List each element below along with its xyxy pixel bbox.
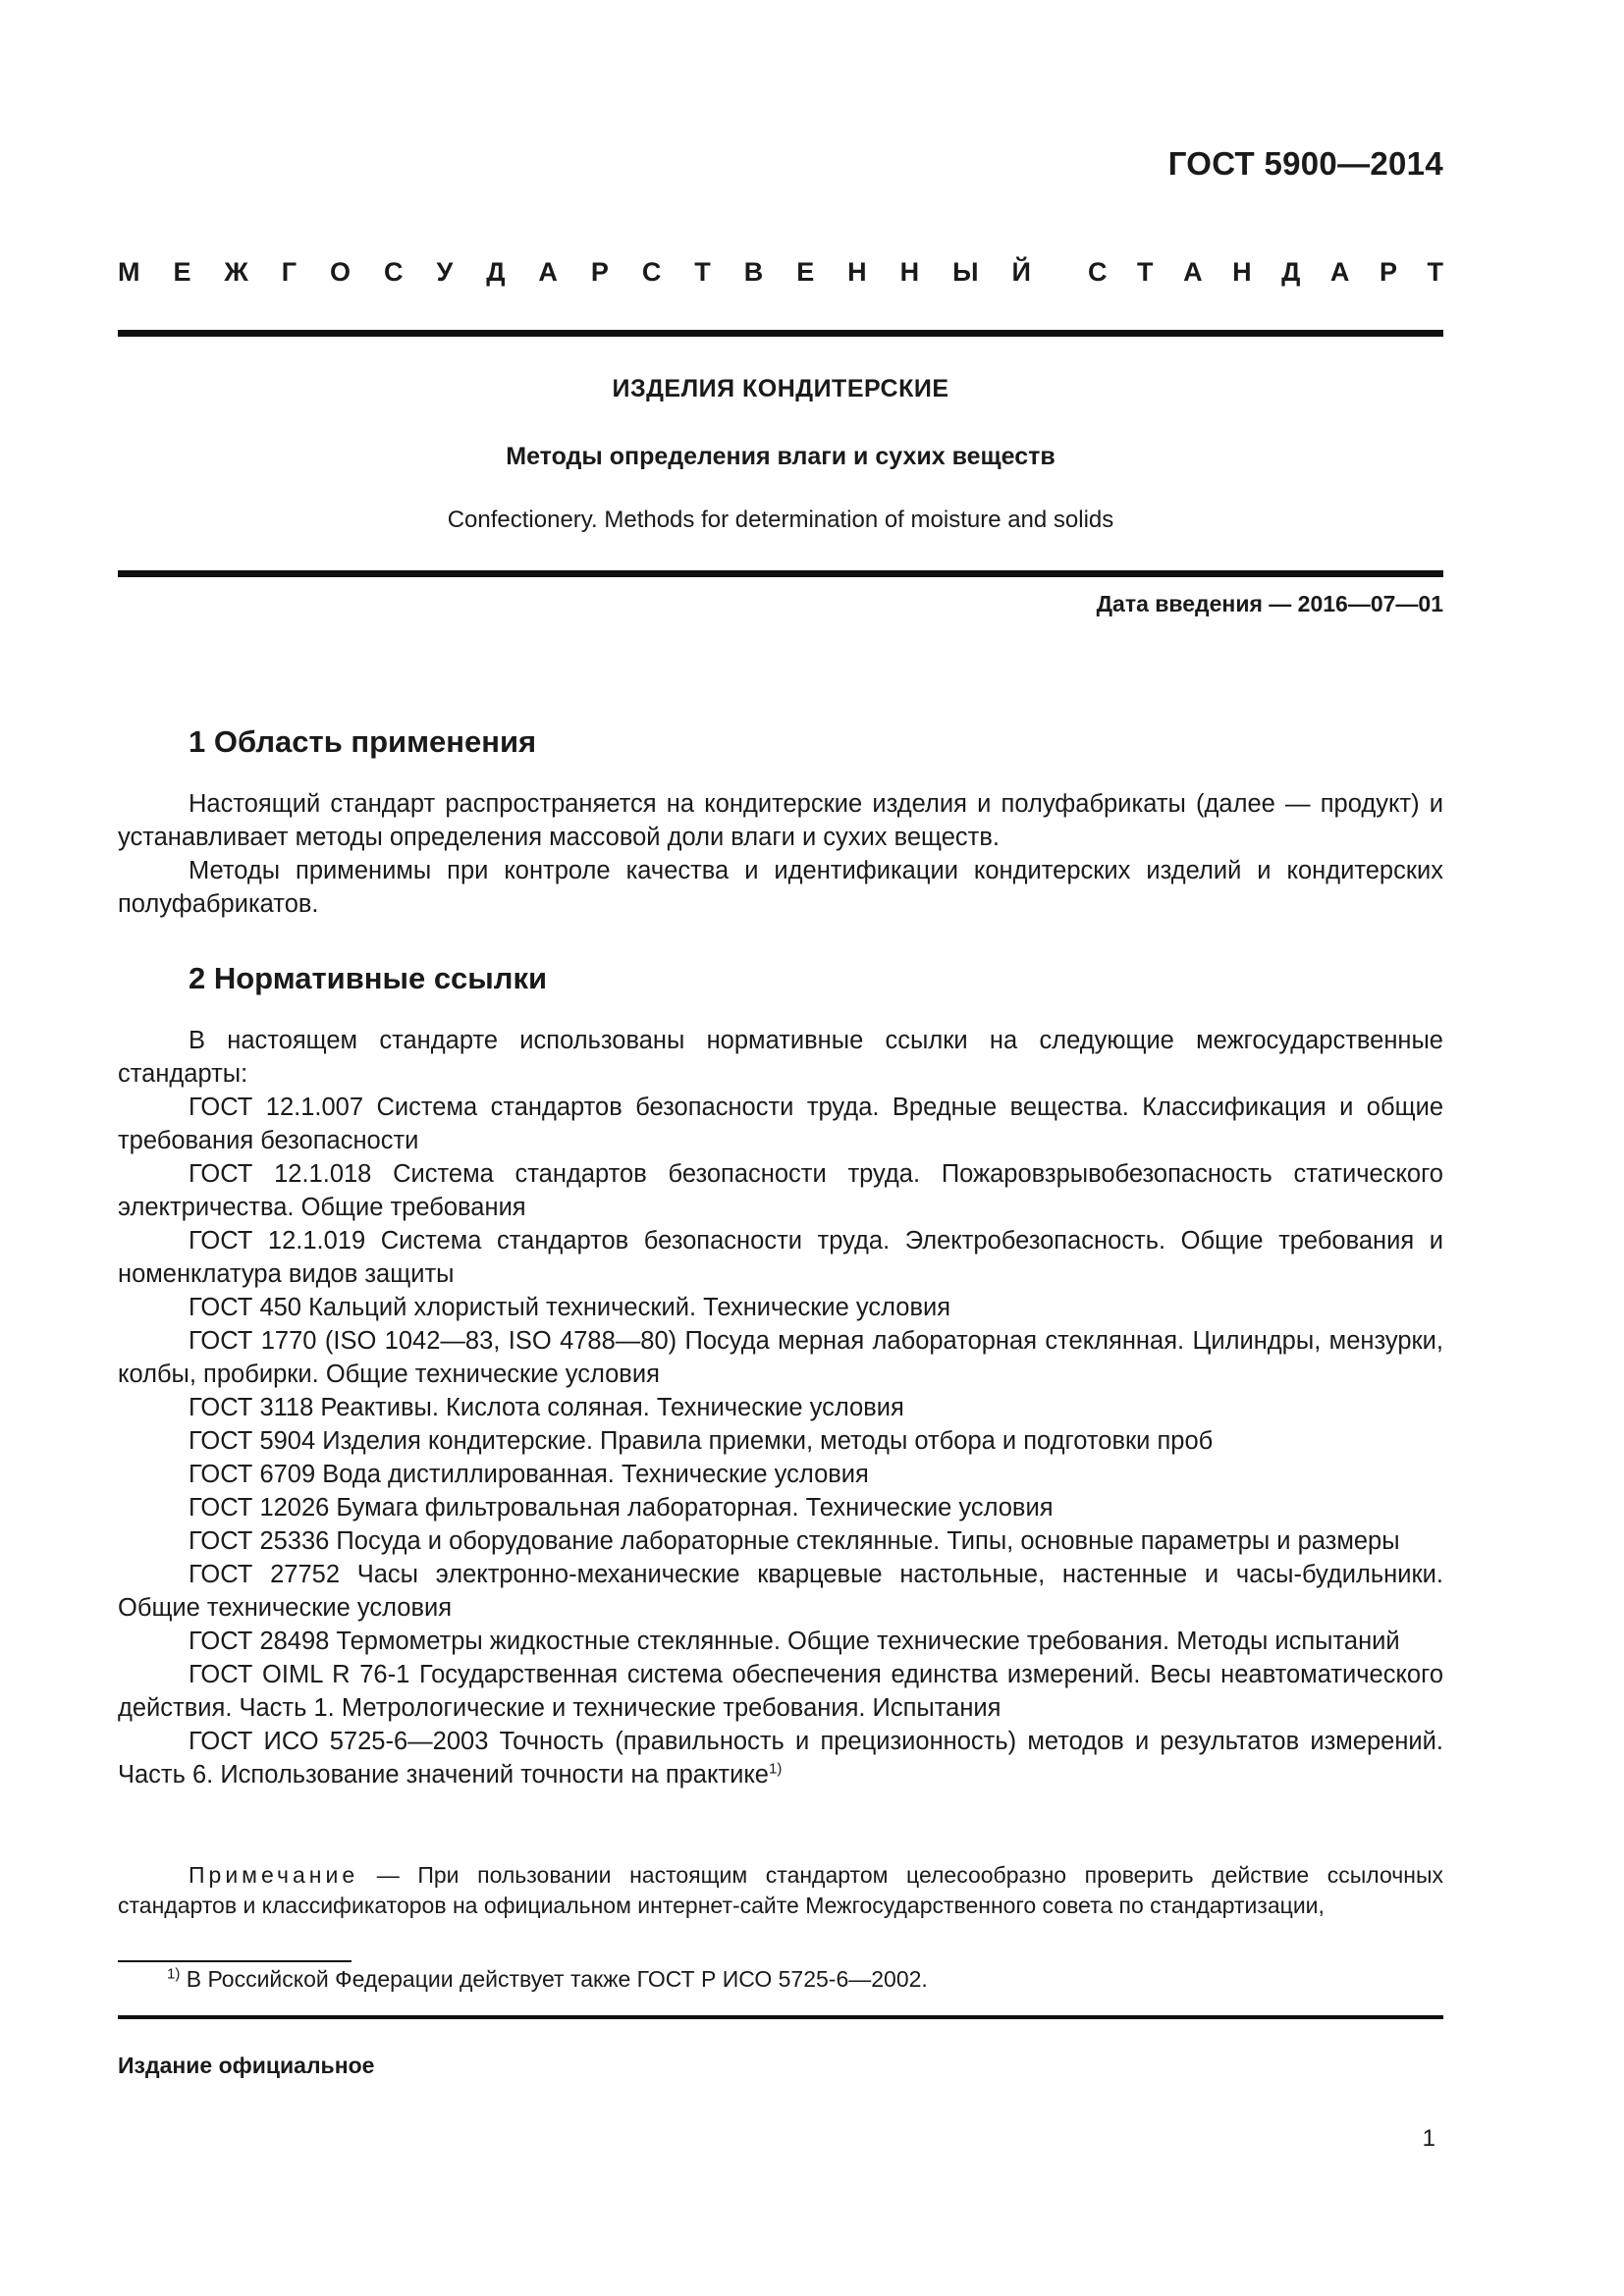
- banner-letter: О: [330, 257, 352, 287]
- reference-item: ГОСТ 12.1.019 Система стандартов безопасности труда. Электробезопасность. Общие требования и номенклатура видов защиты: [118, 1227, 1443, 1288]
- note-label: Примечание: [189, 1862, 359, 1888]
- reference-item: ГОСТ 5904 Изделия кондитерские. Правила приемки, методы отбора и подготовки проб: [189, 1427, 1214, 1455]
- banner-letter: У: [436, 257, 454, 287]
- banner-letter: С: [1088, 257, 1108, 287]
- note: [118, 1860, 1443, 1921]
- title-rule: [118, 570, 1443, 577]
- document-title: ИЗДЕЛИЯ КОНДИТЕРСКИЕ: [612, 375, 949, 402]
- banner-word-interstate: [118, 257, 1031, 288]
- banner-letter: В: [743, 257, 764, 287]
- footer-rule: [118, 2015, 1443, 2019]
- banner-letter: Д: [486, 257, 506, 287]
- banner-letter: С: [641, 257, 662, 287]
- banner-letter: Т: [694, 257, 711, 287]
- banner-letter: Т: [1137, 257, 1154, 287]
- document-subtitle: Методы определения влаги и сухих веществ: [506, 443, 1056, 470]
- footnote-marker[interactable]: 1): [768, 1760, 783, 1778]
- banner-letter: Р: [590, 257, 609, 287]
- banner-letter: А: [1329, 257, 1350, 287]
- banner-letter: Ы: [952, 257, 979, 287]
- banner-letter: Й: [1011, 257, 1031, 287]
- interstate-standard-banner: [118, 257, 1443, 288]
- banner-letter: Н: [899, 257, 920, 287]
- section-2-heading: 2 Нормативные ссылки: [189, 961, 548, 995]
- section-1-paragraph: Методы применимы при контроле качества и идентификации кондитерских изделий и кондитерских полуфабрикатов.: [118, 857, 1443, 918]
- section-2-body: [118, 1024, 1443, 1791]
- reference-item: ГОСТ 12.1.007 Система стандартов безопасности труда. Вредные вещества. Классификация и общие требования безопасности: [118, 1094, 1443, 1154]
- reference-item: ГОСТ 28498 Термометры жидкостные стеклянные. Общие технические требования. Методы испытаний: [189, 1628, 1400, 1655]
- banner-word-standard: [1088, 257, 1443, 288]
- english-title: Confectionery. Methods for determination of moisture and solids: [447, 507, 1114, 533]
- header-rule: [118, 330, 1443, 337]
- footnote-text: В Российской Федерации действует также ГОСТ Р ИСО 5725-6—2002.: [180, 1966, 928, 1992]
- note-text: — При пользовании настоящим стандартом целесообразно проверить действие ссылочных стандартов и классификаторов на официальном интернет-сайте Межгосударственного совета по стандартизации,: [118, 1862, 1443, 1918]
- reference-item: ГОСТ 12.1.018 Система стандартов безопасности труда. Пожаровзрывобезопасность статического электричества. Общие требования: [118, 1160, 1443, 1221]
- banner-letter: Н: [1232, 257, 1252, 287]
- reference-item: ГОСТ 12026 Бумага фильтровальная лабораторная. Технические условия: [189, 1494, 1054, 1522]
- footnote-separator: [118, 1960, 352, 1962]
- banner-letter: Н: [847, 257, 867, 287]
- reference-item: ГОСТ 27752 Часы электронно-механические кварцевые настольные, настенные и часы-будильники. Общие технические условия: [118, 1561, 1443, 1622]
- banner-letter: Е: [173, 257, 191, 287]
- banner-letter: С: [384, 257, 404, 287]
- section-1-paragraph: Настоящий стандарт распространяется на кондитерские изделия и полуфабрикаты (далее — продукт) и устанавливает методы определения массовой доли влаги и сухих веществ.: [118, 790, 1443, 851]
- banner-letter: Е: [796, 257, 815, 287]
- official-edition-label: Издание официальное: [118, 2053, 375, 2078]
- section-2-intro: В настоящем стандарте использованы нормативные ссылки на следующие межгосударственные стандарты:: [118, 1027, 1443, 1088]
- reference-item: ГОСТ 450 Кальций хлористый технический. Технические условия: [189, 1294, 951, 1321]
- banner-letter: А: [1183, 257, 1203, 287]
- section-1-heading: 1 Область применения: [189, 724, 537, 759]
- reference-item: ГОСТ 25336 Посуда и оборудование лабораторные стеклянные. Типы, основные параметры и размеры: [189, 1527, 1400, 1555]
- section-1-body: [118, 787, 1443, 921]
- reference-item: ГОСТ OIML R 76-1 Государственная система обеспечения единства измерений. Весы неавтоматического действия. Часть 1. Метрологические и технические требования. Испытания: [118, 1661, 1443, 1722]
- banner-letter: Ж: [224, 257, 248, 287]
- page-number: 1: [1422, 2125, 1435, 2152]
- reference-item-text: ГОСТ ИСО 5725-6—2003 Точность (правильность и прецизионность) методов и результатов измерений. Часть 6. Использование значений точности на практике: [118, 1728, 1443, 1789]
- banner-letter: Д: [1281, 257, 1301, 287]
- reference-item: ГОСТ 6709 Вода дистиллированная. Технические условия: [189, 1461, 869, 1488]
- banner-letter: М: [118, 257, 140, 287]
- reference-item-with-footnote: [118, 1725, 1443, 1791]
- footnote: [167, 1966, 928, 1993]
- standard-code: ГОСТ 5900—2014: [1167, 145, 1443, 182]
- footnote-number: 1): [167, 1965, 181, 1983]
- banner-letter: Р: [1379, 257, 1397, 287]
- introduction-date: Дата введения — 2016—07—01: [1096, 591, 1443, 616]
- banner-letter: Т: [1427, 257, 1443, 287]
- reference-item: ГОСТ 3118 Реактивы. Кислота соляная. Технические условия: [189, 1394, 904, 1421]
- document-page: [118, 0, 1443, 2296]
- banner-letter: А: [538, 257, 558, 287]
- banner-letter: Г: [281, 257, 298, 287]
- reference-item: ГОСТ 1770 (ISO 1042—83, ISO 4788—80) Посуда мерная лабораторная стеклянная. Цилиндры, мензурки, колбы, пробирки. Общие технические условия: [118, 1327, 1443, 1388]
